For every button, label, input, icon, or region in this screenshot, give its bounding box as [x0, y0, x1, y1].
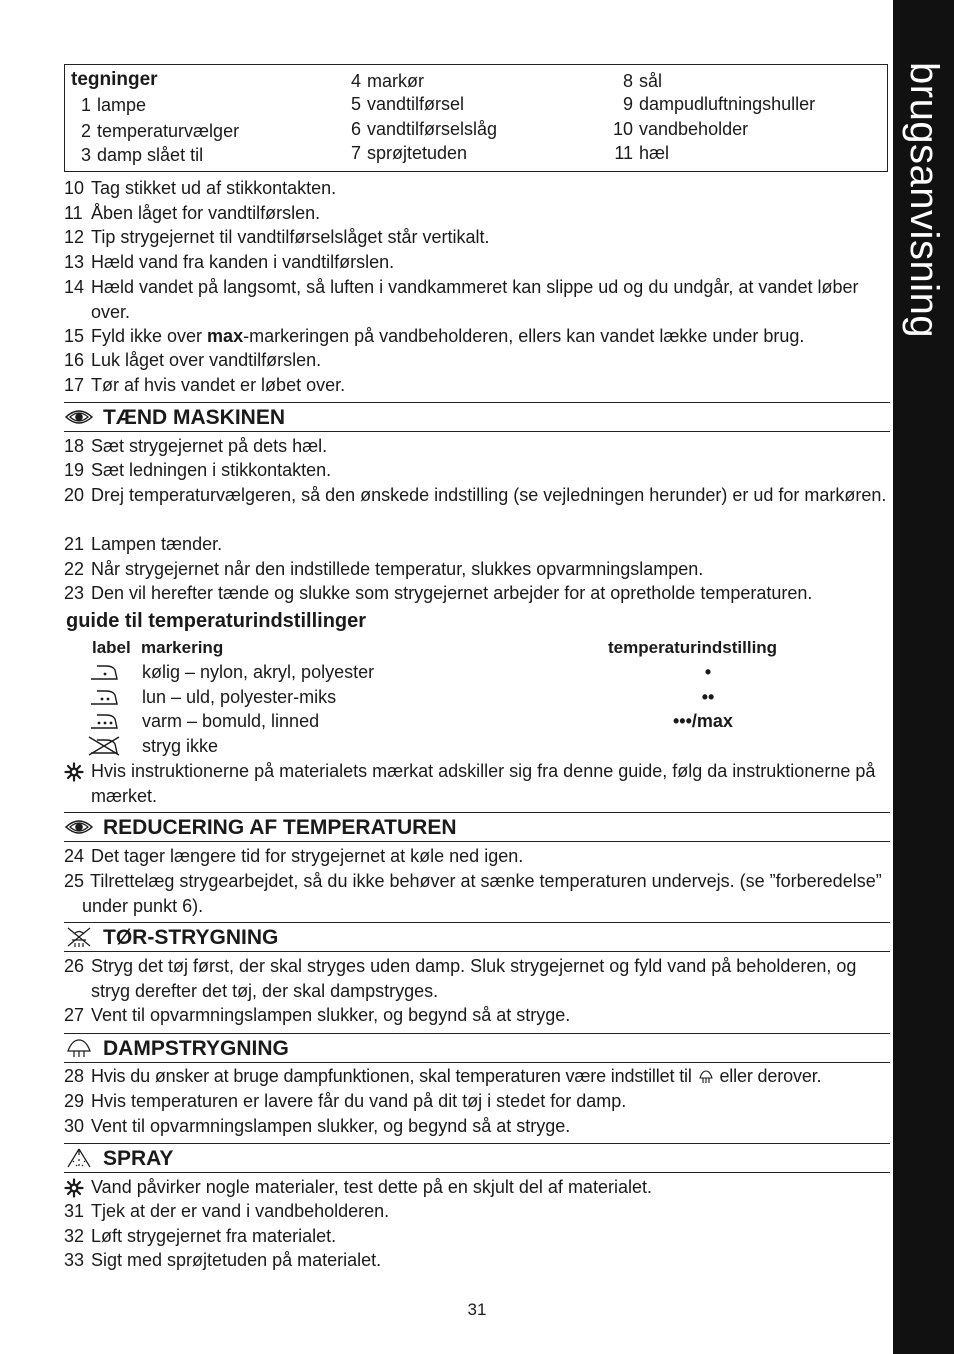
caution-star-icon: [64, 1178, 84, 1198]
legend-item: 7 sprøjtetuden: [351, 143, 468, 163]
section-title: TØR-STRYGNING: [103, 926, 279, 949]
sidebar-title: brugsanvisning: [902, 62, 946, 339]
step-item: 21 Lampen tænder.: [64, 534, 223, 554]
guide-row: stryg ikke: [88, 734, 828, 758]
guide-col-label: label: [92, 638, 131, 657]
legend-item: 10 vandbeholder: [613, 119, 749, 139]
step-item: 17 Tør af hvis vandet er løbet over.: [64, 375, 346, 395]
step-item: 13 Hæld vand fra kanden i vandtilførslen.: [64, 252, 395, 272]
step-item: 10 Tag stikket ud af stikkontakten.: [64, 178, 337, 198]
section-title: DAMPSTRYGNING: [103, 1037, 289, 1060]
step-item: 19 Sæt ledningen i stikkontakten.: [64, 460, 332, 480]
legend-item: 2 temperaturvælger: [81, 121, 240, 141]
legend-item: 11 hæl: [614, 143, 670, 163]
step-item: 28 Hvis du ønsker at bruge dampfunktionen, skal temperaturen være indstillet til eller derover.: [64, 1066, 822, 1086]
section-header-spray: [64, 1143, 890, 1173]
do-not-iron-icon: [88, 736, 120, 756]
step-item: 25 Tilrettelæg strygearbejdet, så du ikke behøver at sænke temperaturen undervejs. (se ”forberedelse” under punkt 6).: [64, 871, 882, 916]
section-title: REDUCERING AF TEMPERATUREN: [103, 816, 457, 839]
section-header-damp: [64, 1033, 890, 1063]
legend-item: 6 vandtilførselslåg: [351, 119, 498, 139]
section-title: SPRAY: [103, 1147, 174, 1170]
section-header-tor: [64, 922, 890, 952]
step-item: 23 Den vil herefter tænde og slukke som strygejernet arbejder for at opretholde temperaturen.: [64, 583, 813, 603]
step-item: 24 Det tager længere tid for strygejernet at køle ned igen.: [64, 846, 524, 866]
step-item: 26 Stryg det tøj først, der skal stryges uden damp. Sluk strygejernet og fyld vand på beholderen, og stryg derefter det tøj, der skal dampstryges.: [64, 956, 857, 1001]
eye-icon: [64, 406, 94, 428]
dry-iron-icon: [64, 926, 94, 948]
step-item: 27 Vent til opvarmningslampen slukker, og begynd så at stryge.: [64, 1005, 571, 1025]
legend-item: 3 damp slået til: [81, 145, 204, 165]
legend-title: tegninger: [71, 69, 158, 90]
iron-one-dot-icon: [88, 662, 120, 682]
guide-row: varm – bomuld, linned •••/max: [88, 709, 828, 733]
section-header-reducering: [64, 812, 890, 842]
step-item: 16 Luk låget over vandtilførslen.: [64, 350, 322, 370]
step-item: 29 Hvis temperaturen er lavere får du vand på dit tøj i stedet for damp.: [64, 1091, 627, 1111]
spray-icon: [64, 1147, 94, 1169]
step-item: 12 Tip strygejernet til vandtilførselslåget står vertikalt.: [64, 227, 490, 247]
section-title: TÆND MASKINEN: [103, 406, 285, 429]
steam-icon: [697, 1067, 715, 1085]
legend-box: [64, 64, 888, 172]
caution-star-icon: [64, 762, 84, 782]
iron-three-dots-icon: [88, 711, 120, 731]
steam-icon: [64, 1037, 94, 1059]
step-item: 32 Løft strygejernet fra materialet.: [64, 1226, 337, 1246]
spray-note: Vand påvirker nogle materialer, test dette på en skjult del af materialet.: [64, 1175, 892, 1200]
section-header-taend: [64, 402, 890, 432]
step-item: 30 Vent til opvarmningslampen slukker, og begynd så at stryge.: [64, 1116, 571, 1136]
guide-row: kølig – nylon, akryl, polyester •: [88, 660, 828, 684]
step-item: 15 Fyld ikke over max-markeringen på vandbeholderen, ellers kan vandet lække under brug.: [64, 326, 805, 346]
guide-row: lun – uld, polyester-miks ••: [88, 685, 828, 709]
eye-icon: [64, 816, 94, 838]
step-item: 20 Drej temperaturvælgeren, så den ønskede indstilling (se vejledningen herunder) er ud for markøren.: [64, 485, 887, 505]
guide-note: Hvis instruktionerne på materialets mærkat adskiller sig fra denne guide, følg da instruktionerne på mærket.: [64, 759, 892, 808]
legend-item: 1 lampe: [81, 95, 147, 115]
step-item: 22 Når strygejernet når den indstillede temperatur, slukkes opvarmningslampen.: [64, 559, 704, 579]
legend-item: 5 vandtilførsel: [351, 94, 465, 114]
iron-two-dots-icon: [88, 687, 120, 707]
guide-title: guide til temperaturindstillinger: [66, 610, 367, 632]
step-item: 18 Sæt strygejernet på dets hæl.: [64, 436, 328, 456]
guide-col-marking: markering: [141, 638, 224, 657]
guide-col-temperature: temperaturindstilling: [608, 638, 778, 657]
step-item: 11 Åben låget for vandtilførslen.: [64, 203, 321, 223]
legend-item: 9 dampudluftningshuller: [622, 94, 816, 114]
page-number: 31: [467, 1300, 487, 1319]
step-item: 14 Hæld vandet på langsomt, så luften i vandkammeret kan slippe ud og du undgår, at vandet løber over.: [64, 277, 859, 322]
step-item: 31 Tjek at der er vand i vandbeholderen.: [64, 1201, 390, 1221]
legend-item: 4 markør: [351, 71, 425, 91]
step-item: 33 Sigt med sprøjtetuden på materialet.: [64, 1250, 382, 1270]
legend-item: 8 sål: [622, 71, 663, 91]
